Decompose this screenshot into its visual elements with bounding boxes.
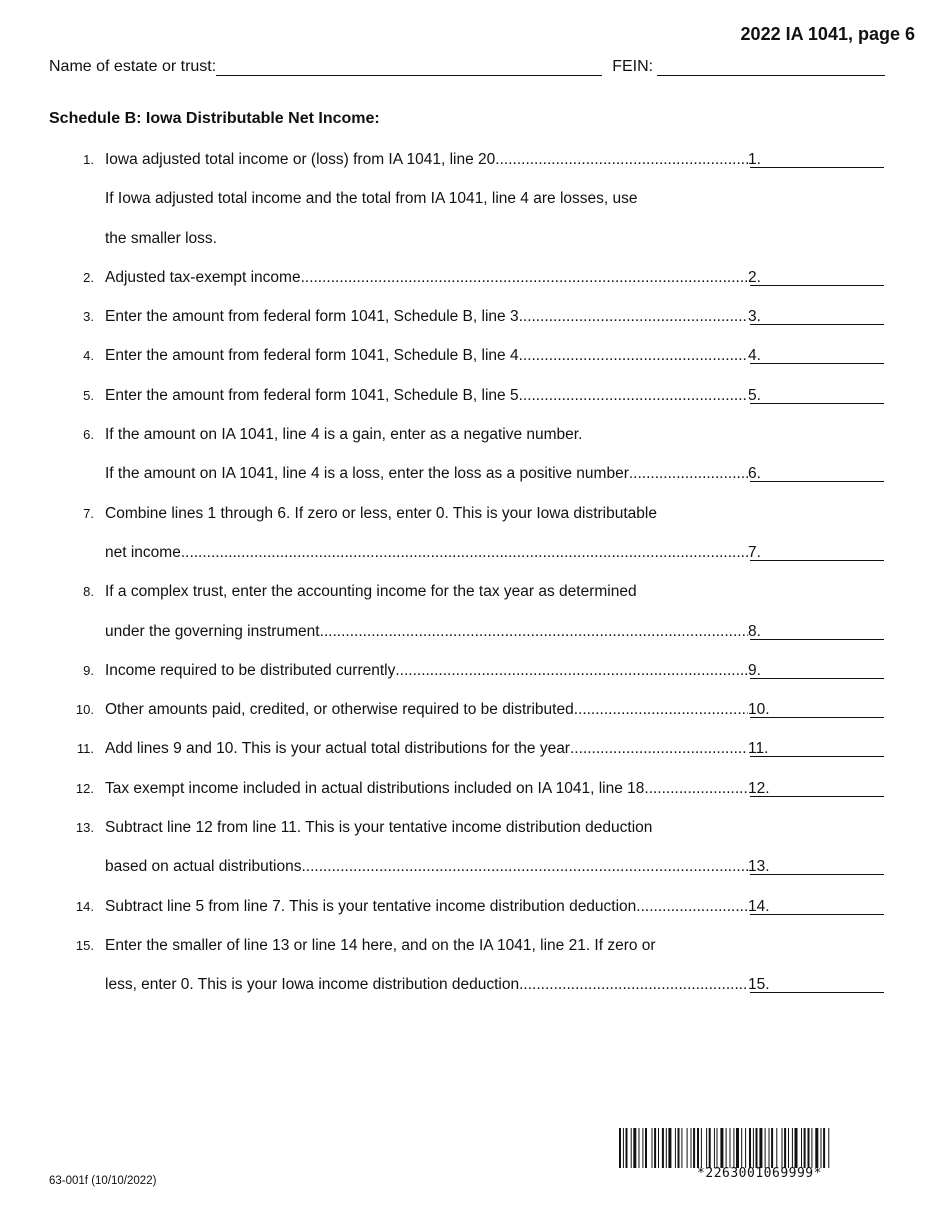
dot-leader xyxy=(574,690,748,729)
line-label: Other amounts paid, credited, or otherwise required to be distributed xyxy=(105,701,574,719)
line-label: Subtract line 5 from line 7. This is your tentative income distribution deduction. xyxy=(105,897,641,915)
line-label: Enter the amount from federal form 1041, Schedule B, line 5 xyxy=(105,386,519,404)
barcode-bar xyxy=(681,1128,682,1168)
barcode-bar xyxy=(645,1128,647,1168)
amount-field[interactable] xyxy=(750,639,884,640)
line-reference: 13. xyxy=(748,858,770,876)
barcode-bar xyxy=(771,1128,773,1168)
line-reference: 6. xyxy=(748,465,761,483)
line-text xyxy=(105,533,748,572)
line-reference: 11. xyxy=(748,740,769,758)
line-number: 6. xyxy=(83,427,94,443)
schedule-line xyxy=(0,769,950,808)
barcode-bar xyxy=(792,1128,793,1168)
line-label: the smaller loss. xyxy=(105,229,217,247)
line-number: 13. xyxy=(75,820,94,836)
barcode-bar xyxy=(730,1128,731,1168)
line-label: net income xyxy=(105,543,181,561)
line-text xyxy=(105,769,748,808)
schedule-line xyxy=(0,219,950,258)
dot-leader xyxy=(181,533,748,572)
schedule-line xyxy=(0,887,950,926)
barcode-bar xyxy=(782,1128,783,1168)
barcode-bar xyxy=(619,1128,621,1168)
line-reference: 14. xyxy=(748,897,770,915)
line-label: Enter the smaller of line 13 or line 14 here, and on the IA 1041, line 21. If zero or xyxy=(105,936,656,954)
barcode-bar xyxy=(828,1128,829,1168)
barcode-bar xyxy=(631,1128,632,1168)
barcode-bar xyxy=(714,1128,715,1168)
barcode-bar xyxy=(821,1128,822,1168)
line-reference: 10. xyxy=(748,701,770,719)
line-label: If the amount on IA 1041, line 4 is a gain, enter as a negative number. xyxy=(105,426,583,444)
barcode-graphic xyxy=(619,1128,900,1168)
fein-label: FEIN: xyxy=(612,58,654,75)
barcode-bar xyxy=(639,1128,640,1168)
amount-field[interactable] xyxy=(750,560,884,561)
line-label: less, enter 0. This is your Iowa income distribution deduction xyxy=(105,976,520,994)
schedule-line xyxy=(0,140,950,179)
schedule-line xyxy=(0,454,950,493)
schedule-line xyxy=(0,336,950,375)
dot-leader xyxy=(641,887,748,926)
line-number: 8. xyxy=(83,584,94,600)
schedule-line xyxy=(0,926,950,965)
line-label: Combine lines 1 through 6. If zero or less, enter 0. This is your Iowa distributable xyxy=(105,504,657,522)
amount-field[interactable] xyxy=(750,796,884,797)
amount-field[interactable] xyxy=(750,167,884,168)
barcode-bar xyxy=(776,1128,777,1168)
barcode-bar xyxy=(706,1128,707,1168)
schedule-line xyxy=(0,297,950,336)
line-label: Subtract line 12 from line 11. This is your tentative income distribution deduction xyxy=(105,819,653,837)
schedule-title: Schedule B: Iowa Distributable Net Income: xyxy=(49,110,380,127)
line-text xyxy=(105,926,910,965)
dot-leader xyxy=(519,336,748,375)
barcode-bar xyxy=(642,1128,643,1168)
dot-leader xyxy=(301,258,748,297)
line-label: Adjusted tax-exempt income xyxy=(105,268,301,286)
schedule-line xyxy=(0,729,950,768)
line-label: based on actual distributions xyxy=(105,858,302,876)
line-label: If the amount on IA 1041, line 4 is a loss, enter the loss as a positive number xyxy=(105,465,629,483)
line-number: 9. xyxy=(83,662,94,678)
barcode-bar xyxy=(678,1128,680,1168)
line-text xyxy=(105,729,748,768)
barcode-bar xyxy=(652,1128,653,1168)
line-number: 10. xyxy=(75,702,94,718)
barcode-bar xyxy=(675,1128,676,1168)
line-number: 2. xyxy=(83,269,94,285)
schedule-line xyxy=(0,179,950,218)
barcode-bar xyxy=(804,1128,806,1168)
name-field[interactable] xyxy=(216,59,602,76)
line-text xyxy=(105,572,910,611)
line-text xyxy=(105,651,748,690)
line-label: Enter the amount from federal form 1041, Schedule B, line 4 xyxy=(105,347,519,365)
page-title: 2022 IA 1041, page 6 xyxy=(740,24,915,44)
dot-leader xyxy=(519,376,748,415)
barcode-bar xyxy=(736,1128,739,1168)
schedule-lines xyxy=(0,140,950,1005)
schedule-line xyxy=(0,258,950,297)
line-number: 14. xyxy=(75,898,94,914)
barcode-bar xyxy=(693,1128,695,1168)
line-number: 15. xyxy=(75,937,94,953)
schedule-line xyxy=(0,965,950,1004)
barcode-bar xyxy=(784,1128,786,1168)
line-reference: 9. xyxy=(748,661,761,679)
barcode-bar xyxy=(756,1128,758,1168)
barcode-bar xyxy=(788,1128,789,1168)
barcode-bar xyxy=(769,1128,770,1168)
schedule-line xyxy=(0,690,950,729)
dot-leader xyxy=(519,297,748,336)
amount-field[interactable] xyxy=(750,678,884,679)
line-reference: 12. xyxy=(748,779,770,797)
amount-field[interactable] xyxy=(750,717,884,718)
line-label: Iowa adjusted total income or (loss) from IA 1041, line 20 xyxy=(105,151,496,168)
line-text xyxy=(105,690,748,729)
barcode-bar xyxy=(759,1128,762,1168)
barcode-bar xyxy=(626,1128,628,1168)
barcode-bar xyxy=(662,1128,664,1168)
barcode-bar xyxy=(691,1128,692,1168)
barcode-bar xyxy=(801,1128,802,1168)
line-reference: 3. xyxy=(748,308,761,326)
barcode-bar xyxy=(633,1128,636,1168)
line-label: Tax exempt income included in actual distributions included on IA 1041, line 18 xyxy=(105,779,645,797)
line-text xyxy=(105,847,748,886)
schedule-line xyxy=(0,572,950,611)
barcode-bar xyxy=(733,1128,734,1168)
line-number: 1. xyxy=(83,152,94,167)
barcode-bar xyxy=(687,1128,688,1168)
form-id: 63-001f (10/10/2022) xyxy=(49,1175,157,1187)
line-text xyxy=(105,494,910,533)
line-reference: 2. xyxy=(748,268,761,286)
schedule-line xyxy=(0,533,950,572)
barcode-bar xyxy=(697,1128,699,1168)
amount-field[interactable] xyxy=(750,992,884,993)
barcode-bar xyxy=(753,1128,754,1168)
line-text xyxy=(105,965,748,1004)
schedule-line xyxy=(0,651,950,690)
barcode-bar xyxy=(795,1128,798,1168)
dot-leader xyxy=(519,965,748,1004)
line-text xyxy=(105,219,910,258)
line-reference: 4. xyxy=(748,347,761,365)
dot-leader xyxy=(495,140,748,179)
line-number: 12. xyxy=(75,780,94,796)
barcode-bar xyxy=(658,1128,659,1168)
barcode-bar xyxy=(668,1128,671,1168)
schedule-line xyxy=(0,847,950,886)
fein-field[interactable] xyxy=(657,59,885,76)
dot-leader xyxy=(395,651,748,690)
line-text xyxy=(105,336,748,375)
dot-leader xyxy=(320,612,748,651)
line-reference: 8. xyxy=(748,622,761,640)
line-label: Income required to be distributed currently xyxy=(105,661,396,679)
barcode-bar xyxy=(623,1128,624,1168)
amount-field[interactable] xyxy=(750,914,884,915)
amount-field[interactable] xyxy=(750,363,884,364)
barcode-bar xyxy=(815,1128,818,1168)
line-text xyxy=(105,415,910,454)
barcode-bar xyxy=(808,1128,810,1168)
dot-leader xyxy=(570,729,748,768)
barcode-bar xyxy=(717,1128,718,1168)
schedule-line xyxy=(0,808,950,847)
schedule-line xyxy=(0,415,950,454)
line-text xyxy=(105,258,748,297)
barcode-bar xyxy=(749,1128,751,1168)
line-reference: 15. xyxy=(748,976,770,994)
name-label: Name of estate or trust: xyxy=(49,58,217,75)
barcode-bar xyxy=(666,1128,667,1168)
amount-field[interactable] xyxy=(750,756,884,757)
barcode-bar xyxy=(765,1128,766,1168)
line-text xyxy=(105,140,748,179)
barcode-bar xyxy=(709,1128,711,1168)
barcode-bar xyxy=(811,1128,812,1168)
schedule-line xyxy=(0,494,950,533)
dot-leader xyxy=(301,847,748,886)
identity-row xyxy=(49,58,885,76)
schedule-line xyxy=(0,376,950,415)
line-label: Enter the amount from federal form 1041, Schedule B, line 3 xyxy=(105,308,519,326)
line-text xyxy=(105,887,748,926)
barcode-bar xyxy=(720,1128,723,1168)
amount-field[interactable] xyxy=(750,324,884,325)
line-label: If Iowa adjusted total income and the total from IA 1041, line 4 are losses, use xyxy=(105,190,638,208)
barcode-bar xyxy=(741,1128,742,1168)
barcode-bar xyxy=(726,1128,727,1168)
barcode-bar xyxy=(823,1128,825,1168)
barcode-bar xyxy=(654,1128,656,1168)
schedule-line xyxy=(0,612,950,651)
line-label: If a complex trust, enter the accounting income for the tax year as determined xyxy=(105,583,637,601)
amount-field[interactable] xyxy=(750,403,884,404)
dot-leader xyxy=(629,454,748,493)
line-text xyxy=(105,376,748,415)
line-number: 5. xyxy=(83,387,94,403)
amount-field[interactable] xyxy=(750,285,884,286)
barcode-bar xyxy=(701,1128,702,1168)
line-reference: 1. xyxy=(748,151,761,168)
barcode-bar xyxy=(745,1128,746,1168)
line-label: Add lines 9 and 10. This is your actual total distributions for the year xyxy=(105,740,570,758)
amount-field[interactable] xyxy=(750,481,884,482)
line-text xyxy=(105,179,910,218)
line-text xyxy=(105,808,910,847)
line-text xyxy=(105,297,748,336)
line-number: 4. xyxy=(83,348,94,364)
barcode-text: *2263001069999* xyxy=(697,1166,822,1181)
line-number: 3. xyxy=(83,309,94,325)
line-label: under the governing instrument xyxy=(105,622,320,640)
line-number: 7. xyxy=(83,505,94,521)
line-number: 11. xyxy=(76,741,94,757)
line-reference: 7. xyxy=(748,543,761,561)
dot-leader xyxy=(644,769,748,808)
line-reference: 5. xyxy=(748,386,761,404)
line-text xyxy=(105,454,748,493)
line-text xyxy=(105,612,748,651)
amount-field[interactable] xyxy=(750,874,884,875)
